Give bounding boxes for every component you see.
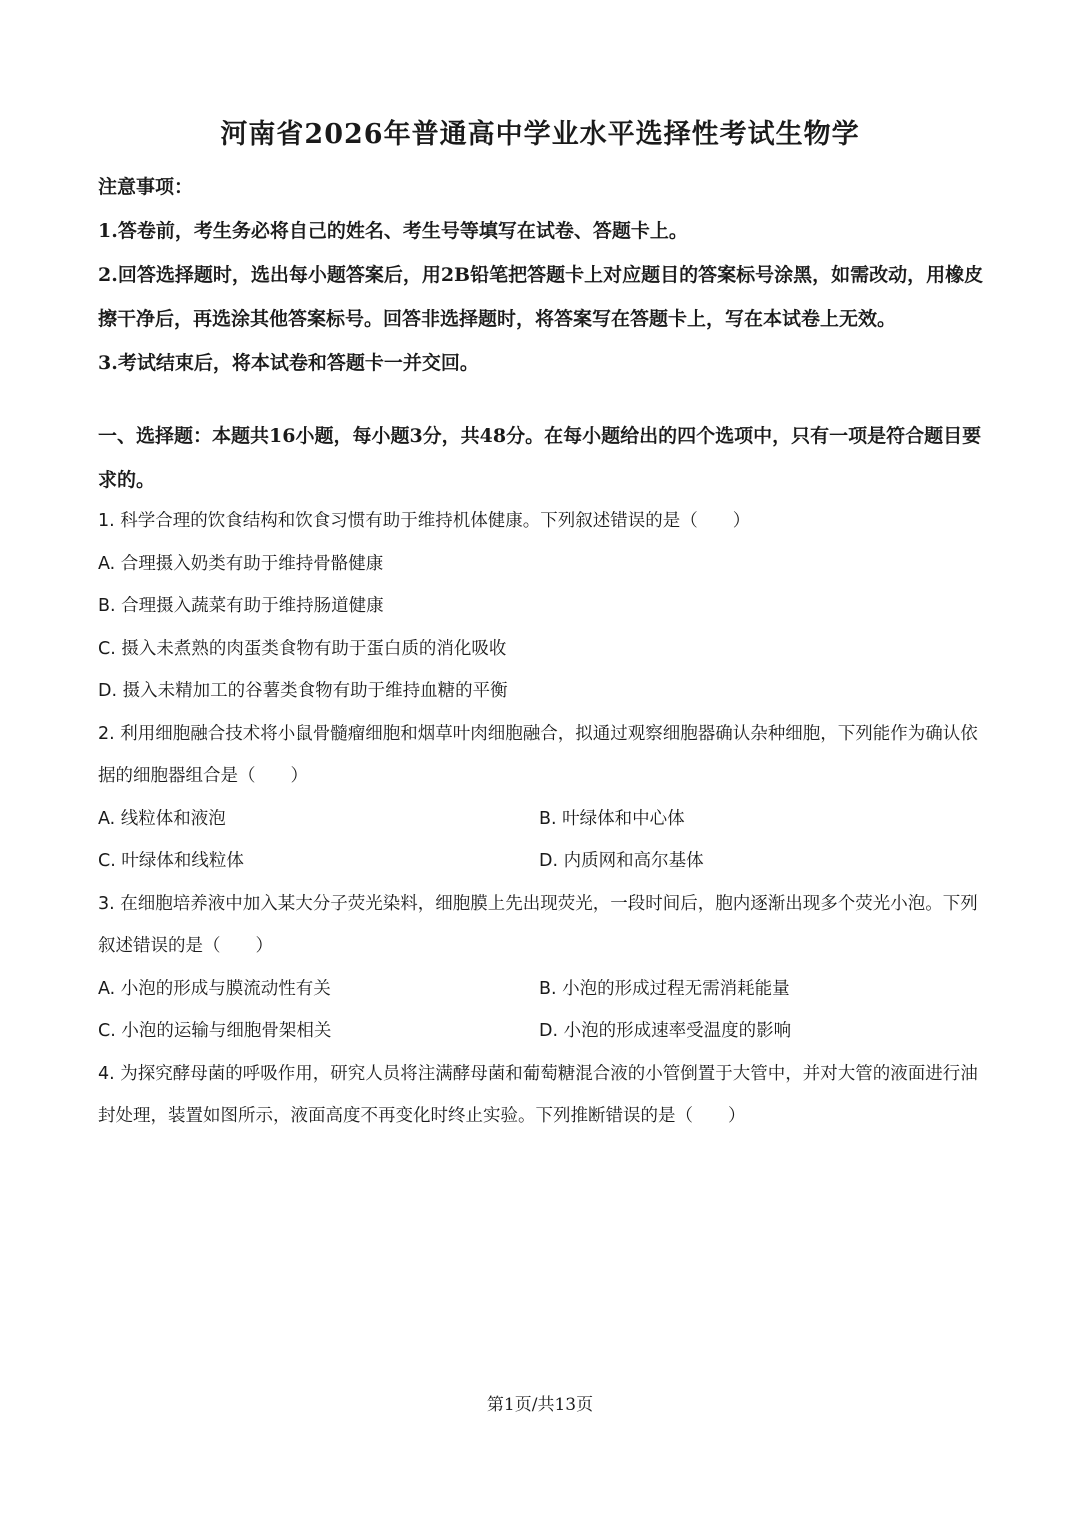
question-option: B. 合理摄入蔬菜有助于维持肠道健康 bbox=[98, 596, 384, 616]
option-row bbox=[98, 968, 984, 1011]
notice-item: 3.考试结束后，将本试卷和答题卡一并交回。 bbox=[98, 352, 479, 374]
section-heading bbox=[98, 414, 984, 502]
question-option: D. 内质网和高尔基体 bbox=[539, 851, 704, 871]
question-option: B. 叶绿体和中心体 bbox=[539, 808, 685, 829]
question-option: A. 合理摄入奶类有助于维持骨骼健康 bbox=[98, 553, 384, 574]
option-row bbox=[98, 798, 984, 841]
question-option: D. 摄入未精加工的谷薯类食物有助于维持血糖的平衡 bbox=[98, 681, 508, 701]
question-stem: 2. 利用细胞融合技术将小鼠骨髓瘤细胞和烟草叶肉细胞融合，拟通过观察细胞器确认杂种细胞，下列能作为确认依据的细胞器组合是（ ） bbox=[98, 723, 978, 786]
notice-heading: 注意事项： bbox=[98, 176, 194, 198]
option-row bbox=[98, 1010, 984, 1053]
question-option: D. 小泡的形成速率受温度的影响 bbox=[539, 1021, 792, 1041]
option-row bbox=[98, 840, 984, 883]
question-option: C. 摄入未煮熟的肉蛋类食物有助于蛋白质的消化吸收 bbox=[98, 638, 507, 659]
notice-section bbox=[98, 165, 984, 385]
question-stem: 4. 为探究酵母菌的呼吸作用，研究人员将注满酵母菌和葡萄糖混合液的小管倒置于大管中，并对大管的液面进行油封处理，装置如图所示，液面高度不再变化时终止实验。下列推断错误的是（ ） bbox=[98, 1063, 978, 1126]
question-option: B. 小泡的形成过程无需消耗能量 bbox=[539, 978, 790, 999]
question-option: C. 小泡的运输与细胞骨架相关 bbox=[98, 1021, 332, 1041]
page-title: 河南省2026年普通高中学业水平选择性考试生物学 bbox=[220, 119, 860, 150]
question-stem: 3. 在细胞培养液中加入某大分子荧光染料，细胞膜上先出现荧光，一段时间后，胞内逐渐出现多个荧光小泡。下列叙述错误的是（ ） bbox=[98, 893, 978, 956]
notice-item: 1.答卷前，考生务必将自己的姓名、考生号等填写在试卷、答题卡上。 bbox=[98, 220, 688, 242]
question-option: A. 小泡的形成与膜流动性有关 bbox=[98, 978, 331, 999]
page-number: 第1页/共13页 bbox=[486, 1395, 594, 1415]
section-instructions: 一、选择题：本题共16小题，每小题3分，共48分。在每小题给出的四个选项中，只有一项是符合题目要求的。 bbox=[98, 425, 982, 491]
question-list bbox=[98, 500, 984, 1138]
question-option: A. 线粒体和液泡 bbox=[98, 808, 226, 829]
question-option: C. 叶绿体和线粒体 bbox=[98, 851, 244, 871]
question-stem: 1. 科学合理的饮食结构和饮食习惯有助于维持机体健康。下列叙述错误的是（ ） bbox=[98, 511, 751, 531]
notice-item: 2.回答选择题时，选出每小题答案后，用2B铅笔把答题卡上对应题目的答案标号涂黑，如需改动，用橡皮擦干净后，再选涂其他答案标号。回答非选择题时，将答案写在答题卡上，写在本试卷上无效。 bbox=[98, 264, 984, 330]
